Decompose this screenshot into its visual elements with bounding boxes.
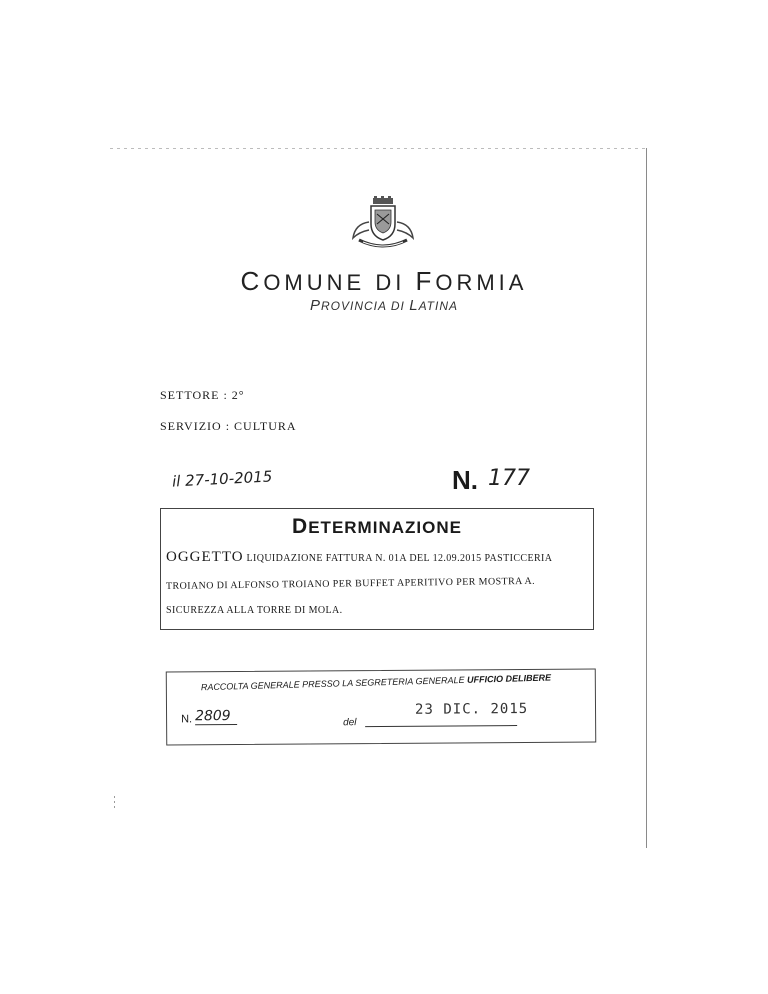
scan-artifact-top bbox=[110, 148, 645, 149]
settore-label: SETTORE : 2° bbox=[160, 388, 245, 402]
servizio-label: SERVIZIO : CULTURA bbox=[160, 419, 297, 433]
oggetto-label: OGGETTO bbox=[166, 549, 244, 565]
oggetto-line-2: TROIANO DI ALFONSO TROIANO PER BUFFET APERITIVO PER MOSTRA A. bbox=[165, 575, 536, 592]
ufficio-label: UFFICIO DELIBERE bbox=[466, 672, 552, 685]
oggetto-text-1: LIQUIDAZIONE FATTURA N. 01A DEL 12.09.2015 PASTICCERIA bbox=[246, 553, 553, 564]
determinazione-title: DETERMINAZIONE bbox=[292, 515, 462, 538]
number-label: N. bbox=[452, 465, 478, 495]
handwritten-number: 177 bbox=[488, 466, 530, 491]
del-underline bbox=[365, 725, 517, 727]
del-label: del bbox=[343, 717, 357, 729]
raccolta-n-label: N. bbox=[181, 713, 193, 726]
oggetto-line-1 bbox=[166, 549, 591, 566]
oggetto-line-3: SICUREZZA ALLA TORRE DI MOLA. bbox=[166, 605, 343, 616]
scan-artifact-dots bbox=[114, 796, 115, 810]
page-title: COMUNE DI FORMIA bbox=[240, 266, 528, 296]
raccolta-label: RACCOLTA GENERALE PRESSO LA SEGRETERIA GENERALE UFFICIO DELIBERE bbox=[200, 672, 552, 693]
date-stamp: 23 DIC. 2015 bbox=[414, 700, 529, 718]
scan-artifact-right bbox=[646, 148, 647, 848]
determinazione-box bbox=[160, 508, 594, 630]
coat-of-arms-icon bbox=[347, 196, 419, 252]
raccolta-box bbox=[166, 668, 597, 745]
page-subtitle: PROVINCIA DI LATINA bbox=[309, 297, 459, 314]
raccolta-handwritten-number: 2809 bbox=[195, 708, 237, 725]
handwritten-date: il 27-10-2015 bbox=[171, 467, 273, 491]
